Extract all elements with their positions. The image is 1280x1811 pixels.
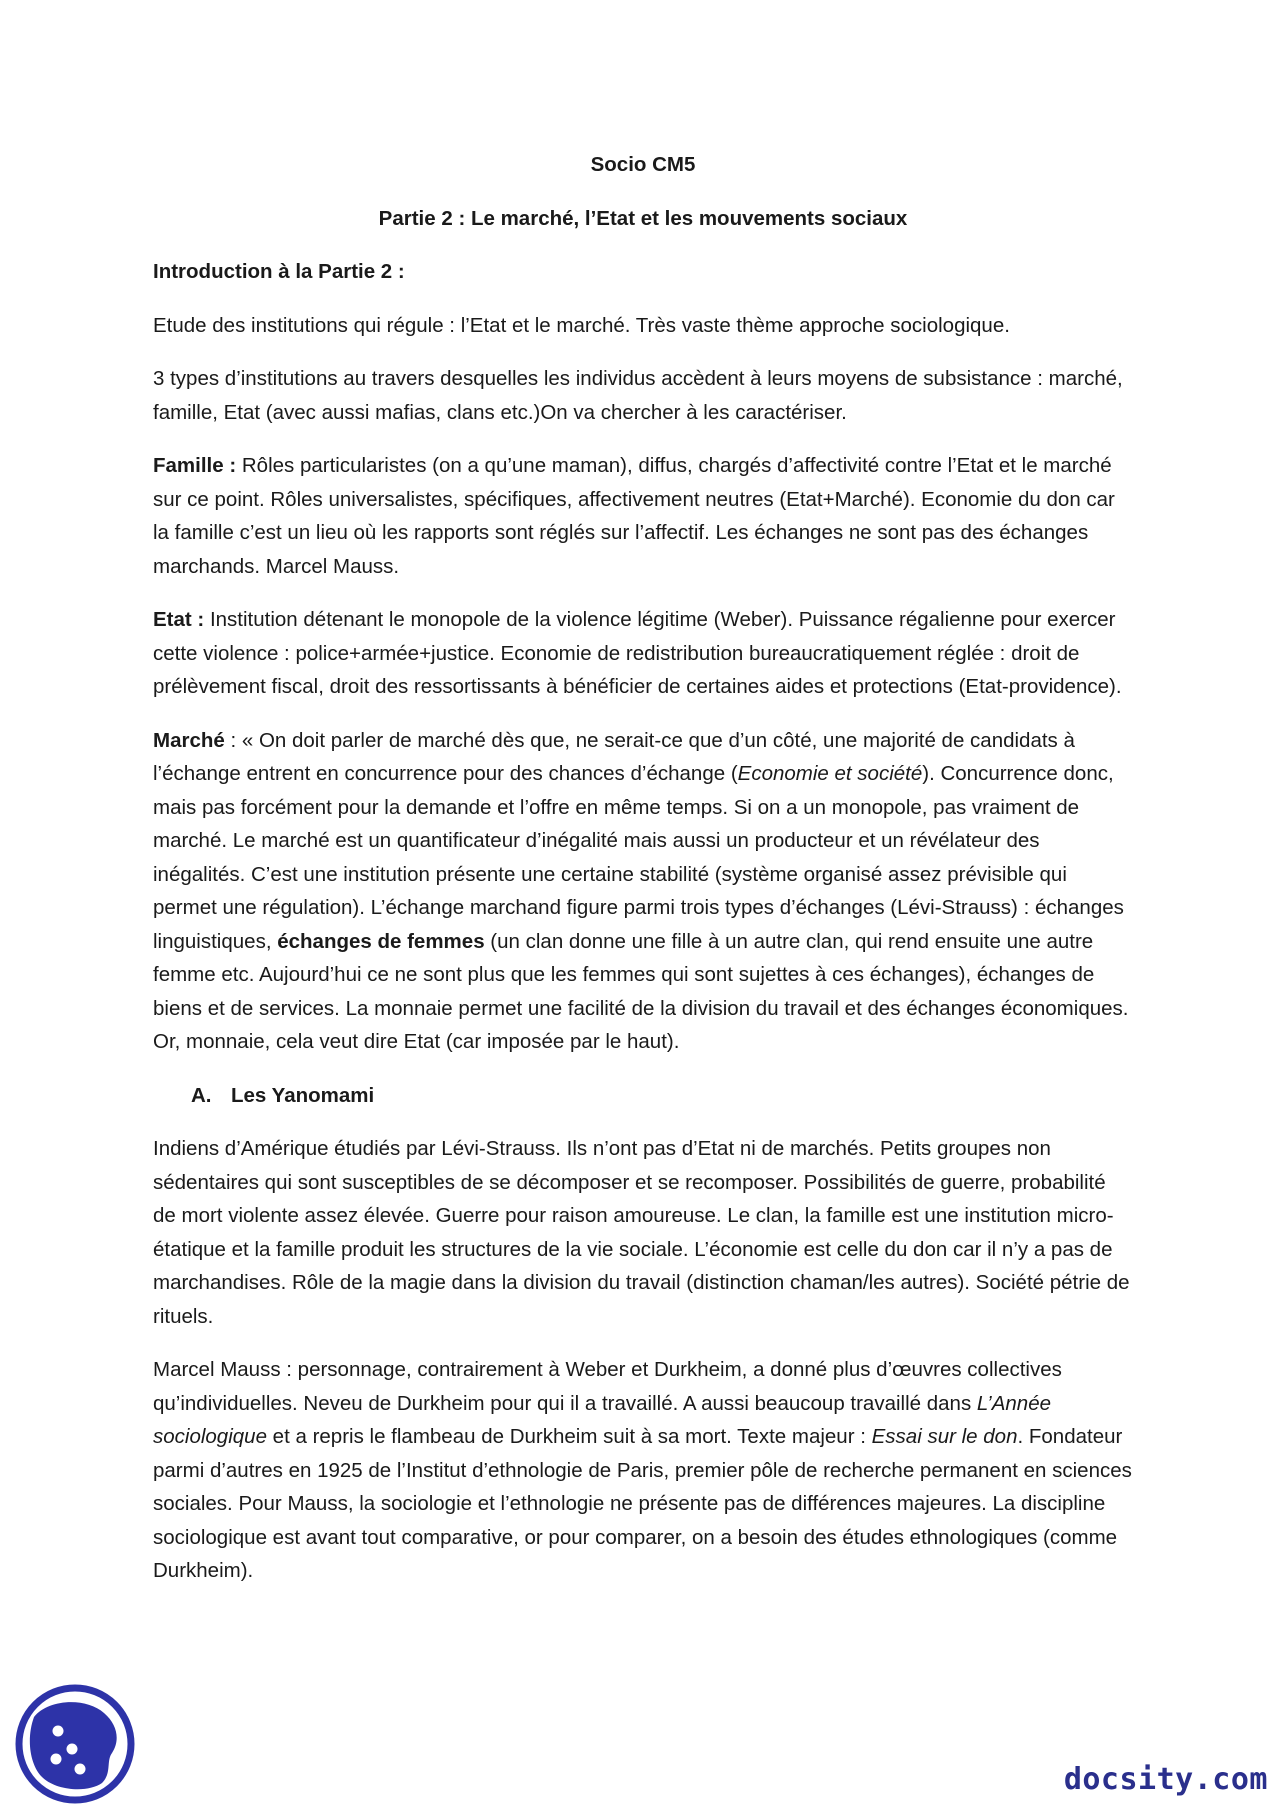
document-page bbox=[153, 148, 1133, 1608]
document-title: Socio CM5 bbox=[590, 153, 696, 176]
mauss-text-c: . Fondateur parmi d’autres en 1925 de l’Institut d’ethnologie de Paris, premier pôle de recherche permanent en sciences sociales. Pour Mauss, la sociologie et l’ethnologie ne présente pas de différences majeures. La discipline sociologique est avant tout comparative, or pour comparer, on a besoin des études ethnologiques (comme Durkheim). bbox=[153, 1425, 1132, 1582]
mauss-italic-essai: Essai sur le don bbox=[871, 1425, 1018, 1448]
section-letter: A. bbox=[191, 1083, 212, 1107]
paragraph-marche bbox=[153, 724, 1133, 1059]
section-title: Les Yanomami bbox=[231, 1083, 375, 1107]
mauss-text-b: et a repris le flambeau de Durkheim suit à sa mort. Texte majeur : bbox=[266, 1425, 872, 1448]
docsity-logo-icon[interactable] bbox=[14, 1683, 136, 1805]
paragraph-institutions: Etude des institutions qui régule : l’Etat et le marché. Très vaste thème approche sociologique. bbox=[153, 313, 1010, 337]
etat-text: Institution détenant le monopole de la violence légitime (Weber). Puissance régalienne pour exercer cette violence : police+armée+justice. Economie de redistribution bureaucratiquement réglée : droit de prélèvement fiscal, droit des ressortissants à bénéficier de certaines aides et protections (Etat-providence). bbox=[153, 608, 1122, 698]
marche-citation-title: Economie et société bbox=[737, 762, 923, 785]
marche-text-a: : « On doit parler de marché dès que, ne serait-ce que d’un côté, une majorité de candidats à l’échange entrent en concurrence pour des chances d’échange ( bbox=[153, 728, 1075, 785]
mauss-text-a: Marcel Mauss : personnage, contrairement à Weber et Durkheim, a donné plus d’œuvres collectives qu’individuelles. Neveu de Durkheim pour qui il a travaillé. A aussi beaucoup travaillé dans bbox=[153, 1358, 1062, 1415]
intro-heading: Introduction à la Partie 2 : bbox=[153, 260, 405, 283]
section-heading-a bbox=[153, 1079, 1133, 1113]
paragraph-mauss bbox=[153, 1353, 1133, 1588]
paragraph-etat bbox=[153, 603, 1133, 704]
marche-label: Marché bbox=[153, 728, 225, 752]
paragraph-yanomami: Indiens d’Amérique étudiés par Lévi-Strauss. Ils n’ont pas d’Etat ni de marchés. Petits groupes non sédentaires qui sont susceptibles de se décomposer et se recomposer. Possibilités de guerre, probabilité de mort violente assez élevée. Guerre pour raison amoureuse. Le clan, la famille est une institution micro-étatique et la famille produit les structures de la vie sociale. L’économie est celle du don car il n’y a pas de marchandises. Rôle de la magie dans la division du travail (distinction chaman/les autres). Société pétrie de rituels. bbox=[153, 1137, 1130, 1328]
document-subtitle: Partie 2 : Le marché, l’Etat et les mouvements sociaux bbox=[378, 206, 908, 230]
etat-label: Etat : bbox=[153, 608, 205, 631]
marche-text-c: (un clan donne une fille à un autre clan, qui rend ensuite une autre femme etc. Aujourd’hui ce ne sont plus que les femmes qui sont sujettes à ces échanges), échanges de biens et de services. La monnaie permet une facilité de la division du travail et des échanges économiques. Or, monnaie, cela veut dire Etat (car imposée par le haut). bbox=[153, 929, 1129, 1053]
paragraph-famille bbox=[153, 449, 1133, 583]
famille-text: Rôles particularistes (on a qu’une maman), diffus, chargés d’affectivité contre l’Etat et le marché sur ce point. Rôles universalistes, spécifiques, affectivement neutres (Etat+Marché). Economie du don car la famille c’est un lieu où les rapports sont réglés sur l’affectif. Les échanges ne sont pas des échanges marchands. Marcel Mauss. bbox=[153, 454, 1115, 578]
marche-text-b: ). Concurrence donc, mais pas forcément pour la demande et l’offre en même temps. Si on a un monopole, pas vraiment de marché. Le marché est un quantificateur d’inégalité mais aussi un producteur et un révélateur des inégalités. C’est une institution présente une certaine stabilité (système organisé assez prévisible qui permet une régulation). L’échange marchand figure parmi trois types d’échanges (Lévi-Strauss) : échanges linguistiques, bbox=[153, 762, 1124, 953]
docsity-watermark[interactable]: docsity.com bbox=[1063, 1762, 1268, 1797]
marche-bold-term: échanges de femmes bbox=[277, 929, 485, 953]
paragraph-types: 3 types d’institutions au travers desquelles les individus accèdent à leurs moyens de subsistance : marché, famille, Etat (avec aussi mafias, clans etc.)On va chercher à les caractériser. bbox=[153, 367, 1123, 424]
mauss-italic-annee: L’Année sociologique bbox=[153, 1391, 1052, 1448]
famille-label: Famille : bbox=[153, 454, 237, 477]
